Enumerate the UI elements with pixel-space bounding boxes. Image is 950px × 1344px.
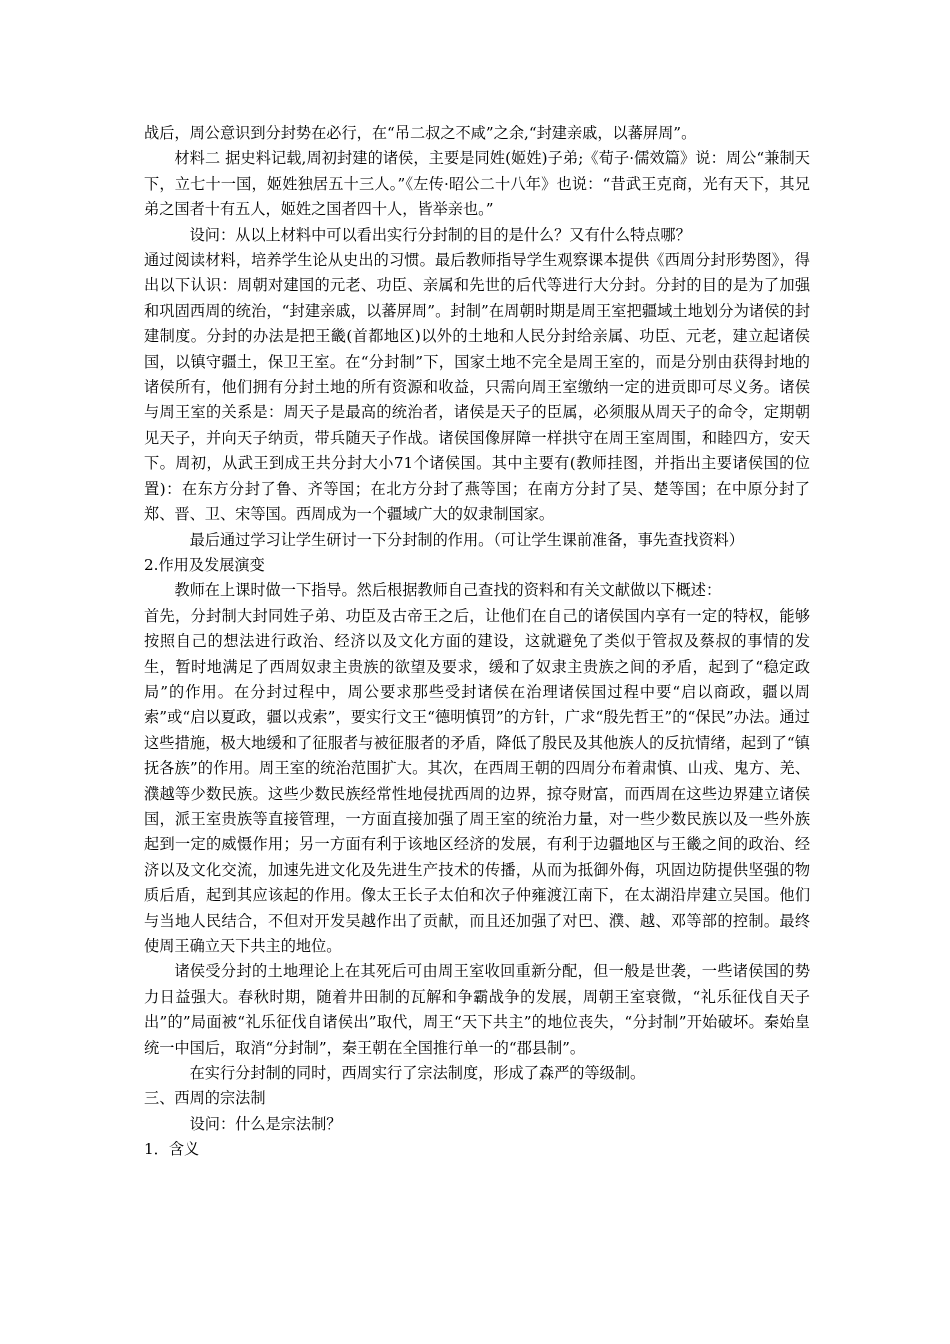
paragraph-12: 设问：什么是宗法制？ xyxy=(189,1114,342,1133)
paragraph-5: 最后通过学习让学生研讨一下分封制的作用。（可让学生课前准备，事先查找资料） xyxy=(189,530,744,549)
paragraph-8: 首先，分封制大封同姓子弟、功臣及古帝王之后，让他们在自己的诸侯国内享有一定的特权，能够按照自己的想法进行政治、经济以及文化方面的建设，这就避免了类似于管叔及蔡叔的事情的发生，暂时地满足了西周奴隶主贵族的欲望及要求，缓和了奴隶主贵族之间的矛盾，起到了“稳定政局”的作用。在分封过程中，周公要求那些受封诸侯在治理诸侯国过程中要“启以商政，疆以周索”或“启以夏政，疆以戎索”，要实行文王“德明慎罚”的方针，广求“殷先哲王”的“保民”办法。通过这些措施，极大地缓和了征服者与被征服者的矛盾，降低了殷民及其他族人的反抗情绪，起到了“镇抚各族”的作用。周王室的统治范围扩大。其次，在西周王朝的四周分布着肃慎、山戎、鬼方、羌、濮越等少数民族。这些少数民族经常性地侵扰西周的边界，掠夺财富，而西周在这些边界建立诸侯国，派王室贵族等直接管理，一方面直接加强了周王室的统治力量，对一些少数民族以及一些外族起到一定的威慑作用；另一方面有利于该地区经济的发展，有利于边疆地区与王畿之间的政治、经济以及文化交流，加速先进文化及先进生产技术的传播，从而为抵御外侮，巩固边防提供坚强的物质后盾，起到其应该起的作用。像太王长子太伯和次子仲雍渡江南下，在太湖沿岸建立吴国。他们与当地人民结合，不但对开发吴越作出了贡献，而且还加强了对巴、濮、越、邓等部的控制。最终使周王确立天下共主的地位。 xyxy=(144,606,810,955)
paragraph-10: 在实行分封制的同时，西周实行了宗法制度，形成了森严的等级制。 xyxy=(189,1064,646,1083)
paragraph-1: 战后，周公意识到分封势在必行，在“吊二叔之不咸”之余,“封建亲戚，以蕃屏周”。 xyxy=(144,124,697,142)
paragraph-4: 通过阅读材料，培养学生论从史出的习惯。最后教师指导学生观察课本提供《西周分封形势图》，得出以下认识：周朝对建国的元老、功臣、亲属和先世的后代等进行大分封。分封的目的是为了加强和巩固西周的统治，“封建亲戚，以蕃屏周”。封制”在周朝时期是周王室把疆域土地划分为诸侯的封建制度。分封的办法是把王畿(首都地区)以外的土地和人民分封给亲属、功臣、元老，建立起诸侯国，以镇守疆土，保卫王室。在“分封制”下，国家土地不完全是周王室的，而是分别由获得封地的诸侯所有，他们拥有分封土地的所有资源和收益，只需向周王室缴纳一定的进贡即可尽义务。诸侯与周王室的关系是：周天子是最高的统治者，诸侯是天子的臣属，必须服从周天子的命令，定期朝见天子，并向天子纳贡，带兵随天子作战。诸侯国像屏障一样拱守在周王室周围，和睦四方，安天下。周初，从武王到成王共分封大小71个诸侯国。其中主要有(教师挂图，并指出主要诸侯国的位置)：在东方分封了鲁、齐等国；在北方分封了燕等国；在南方分封了吴、楚等国；在中原分封了郑、晋、卫、宋等国。西周成为一个疆域广大的奴隶制国家。 xyxy=(144,251,810,524)
section-heading-3: 三、西周的宗法制 xyxy=(144,1089,266,1108)
paragraph-7: 教师在上课时做一下指导。然后根据教师自己查找的资料和有关文献做以下概述： xyxy=(174,581,722,600)
section-heading-2: 2.作用及发展演变 xyxy=(144,555,265,574)
paragraph-2: 材料二 据史料记载,周初封建的诸侯，主要是同姓(姬姓)子弟;《荀子·儒效篇》说：周公“兼制天下，立七十一国，姬姓独居五十三人。”《左传·昭公二十八年》也说：“昔武王克商，光有天下，其兄弟之国者十有五人，姬姓之国者四十人，皆举亲也。” xyxy=(144,149,810,219)
paragraph-3: 设问：从以上材料中可以看出实行分封制的目的是什么？又有什么特点哪？ xyxy=(189,225,691,244)
document-page xyxy=(144,121,810,1163)
paragraph-9: 诸侯受分封的土地理论上在其死后可由周王室收回重新分配，但一般是世袭，一些诸侯国的势力日益强大。春秋时期，随着井田制的瓦解和争霸战争的发展，周朝王室衰微，“礼乐征伐自天子出”的”局面被“礼乐征伐自诸侯出”取代，周王“天下共主”的地位丧失，“分封制”开始破坏。秦始皇统一中国后，取消“分封制”，秦王朝在全国推行单一的“郡县制”。 xyxy=(144,962,810,1057)
subheading-1: 1．含义 xyxy=(144,1140,200,1159)
